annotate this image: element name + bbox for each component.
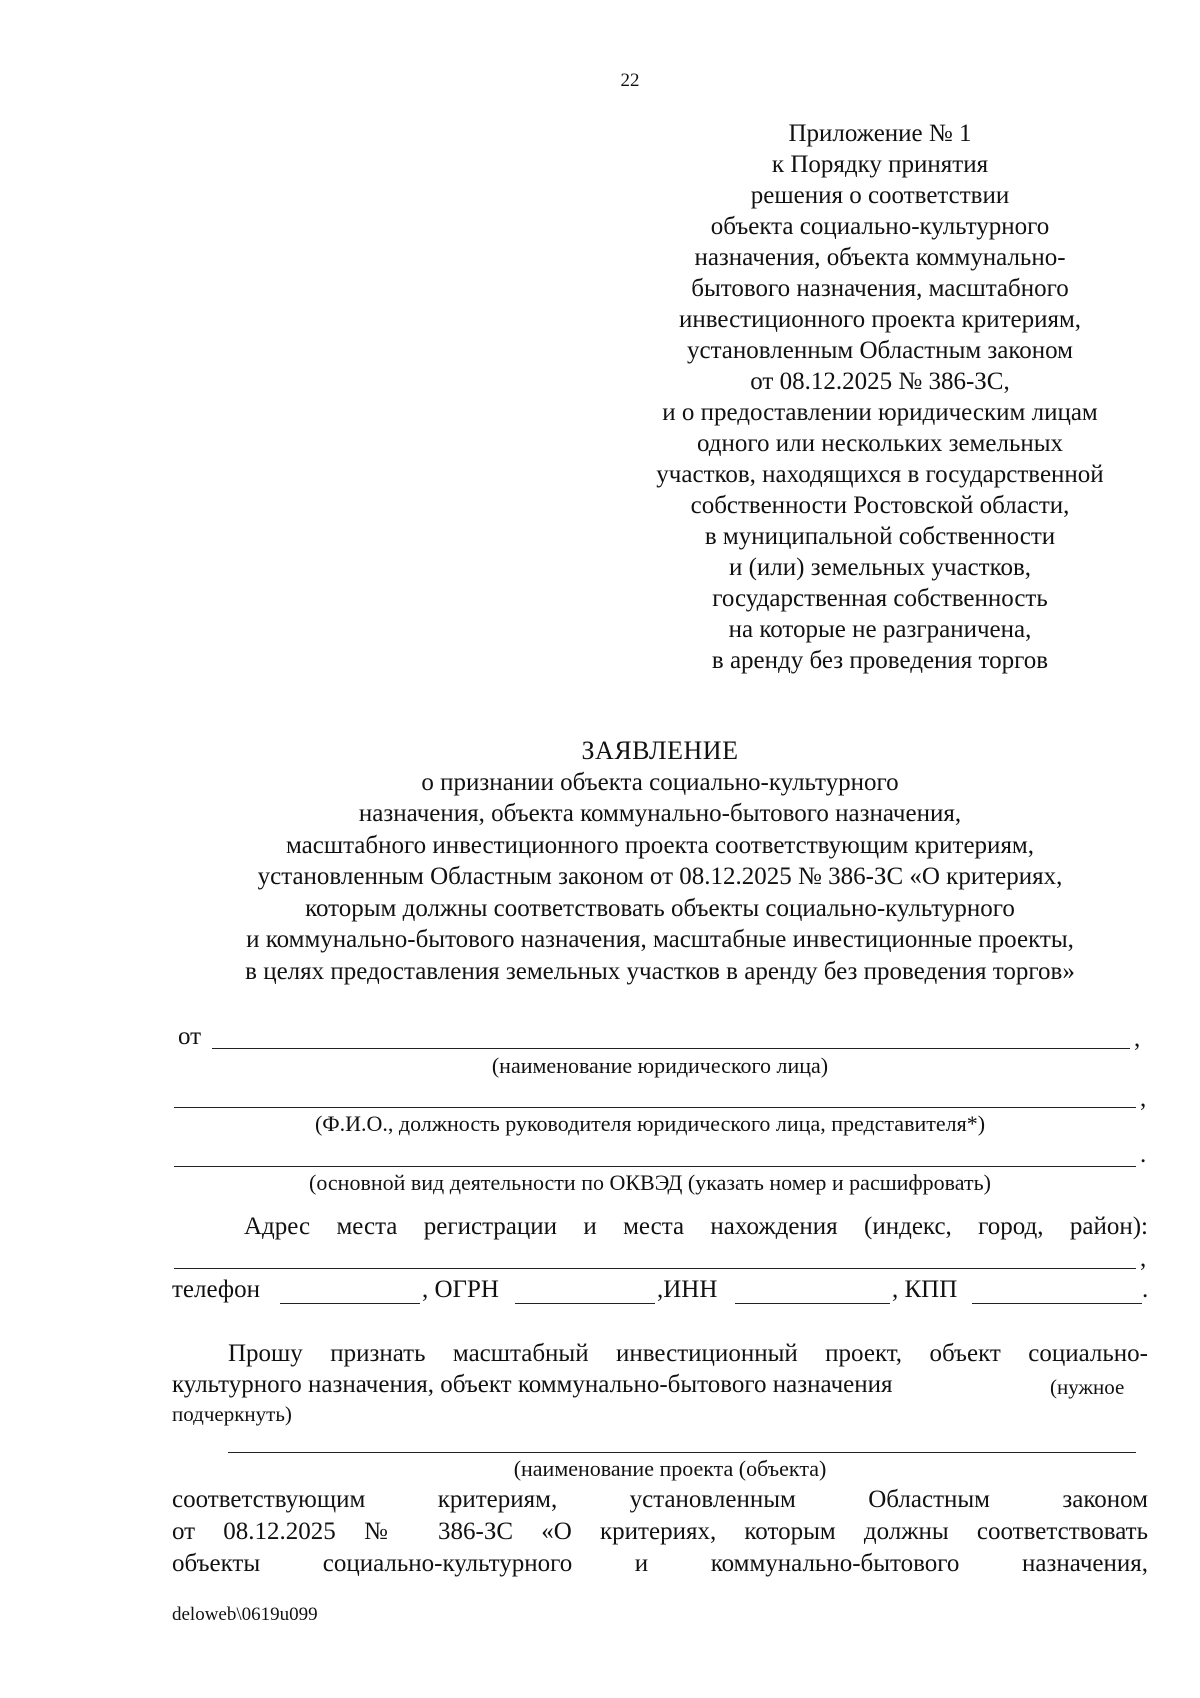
- legal-entity-caption: (наименование юридического лица): [491, 1053, 829, 1078]
- kpp-field[interactable]: [972, 1303, 1142, 1304]
- title-line: установленным Областным законом от 08.12.2025 № 386-ЗС «О критериях,: [257, 863, 1063, 890]
- appendix-line: установленным Областным законом: [686, 337, 1074, 364]
- title-line: о признании объекта социально-культурного: [421, 768, 899, 796]
- appendix-line: к Порядку принятия: [771, 151, 989, 178]
- body-line: от 08.12.2025 № 386-ЗС «О критериях, которым должны соответствовать: [172, 1518, 1148, 1545]
- comma: ,: [1134, 1025, 1141, 1052]
- page-number: 22: [620, 70, 640, 91]
- ogrn-field[interactable]: [515, 1303, 655, 1304]
- title-line: и коммунально-бытового назначения, масштабные инвестиционные проекты,: [246, 926, 1074, 953]
- appendix-line: собственности Ростовской области,: [690, 492, 1070, 519]
- comma: ,: [1140, 1085, 1147, 1112]
- comma: ,: [1140, 1245, 1147, 1272]
- appendix-line: в аренду без проведения торгов: [711, 647, 1049, 674]
- application-title: [160, 735, 1160, 987]
- appendix-line: и (или) земельных участков,: [728, 554, 1032, 581]
- document-footer-code: deloweb\0619u099: [172, 1604, 318, 1625]
- okved-field[interactable]: [174, 1166, 1136, 1167]
- appendix-line: Приложение № 1: [788, 120, 972, 147]
- address-label: Адрес места регистрации и места нахождения (индекс, город, район):: [244, 1213, 1148, 1240]
- phone-field[interactable]: [280, 1303, 420, 1304]
- project-caption: (наименование проекта (объекта): [513, 1456, 827, 1481]
- body-line: объекты социально-культурного и коммунально-бытового назначения,: [172, 1550, 1148, 1577]
- request-line-2: [172, 1370, 1042, 1400]
- title-line: которым должны соответствовать объекты социально-культурного: [305, 894, 1015, 922]
- title-line: масштабного инвестиционного проекта соответствующим критериям,: [285, 831, 1035, 859]
- head-caption: (Ф.И.О., должность руководителя юридического лица, представителя*): [314, 1111, 986, 1136]
- request-note: (нужное: [1050, 1375, 1125, 1399]
- from-label: от: [178, 1023, 202, 1050]
- title-line: в целях предоставления земельных участков в аренду без проведения торгов»: [245, 957, 1075, 985]
- kpp-label: , КПП: [892, 1276, 958, 1303]
- title-line: назначения, объекта коммунально-бытового назначения,: [358, 800, 962, 827]
- appendix-line: инвестиционного проекта критериям,: [678, 306, 1082, 333]
- appendix-header: [615, 118, 1145, 676]
- request-line-2-main: культурного назначения, объект коммунально-бытового назначения: [172, 1371, 893, 1398]
- appendix-line: государственная собственность: [712, 585, 1048, 612]
- title-heading: ЗАЯВЛЕНИЕ: [581, 736, 739, 765]
- head-name-field[interactable]: [174, 1107, 1136, 1108]
- appendix-line: одного или нескольких земельных: [696, 430, 1064, 457]
- inn-field[interactable]: [735, 1303, 890, 1304]
- inn-label: ,ИНН: [657, 1276, 718, 1303]
- period: .: [1142, 1276, 1149, 1303]
- appendix-line: объекта социально-культурного: [710, 213, 1050, 240]
- appendix-line: назначения, объекта коммунально-: [694, 244, 1066, 271]
- appendix-line: на которые не разграничена,: [728, 616, 1032, 643]
- appendix-line: от 08.12.2025 № 386-ЗС,: [750, 368, 1010, 395]
- appendix-line: в муниципальной собственности: [704, 523, 1056, 550]
- appendix-line: бытового назначения, масштабного: [691, 275, 1069, 302]
- phone-label: телефон: [172, 1276, 260, 1303]
- appendix-line: решения о соответствии: [750, 182, 1010, 209]
- period: .: [1140, 1141, 1147, 1168]
- request-line-3: подчеркнуть): [172, 1402, 292, 1426]
- okved-caption: (основной вид деятельности по ОКВЭД (указать номер и расшифровать): [309, 1170, 991, 1195]
- project-name-field[interactable]: [228, 1452, 1136, 1453]
- address-field[interactable]: [174, 1268, 1136, 1269]
- request-line-1: Прошу признать масштабный инвестиционный проект, объект социально-: [228, 1340, 1148, 1367]
- ogrn-label: , ОГРН: [422, 1276, 499, 1303]
- appendix-line: и о предоставлении юридическим лицам: [662, 399, 1098, 426]
- appendix-line: участков, находящихся в государственной: [656, 461, 1104, 488]
- body-line: соответствующим критериям, установленным Областным законом: [172, 1486, 1148, 1513]
- legal-entity-name-field[interactable]: [212, 1048, 1130, 1049]
